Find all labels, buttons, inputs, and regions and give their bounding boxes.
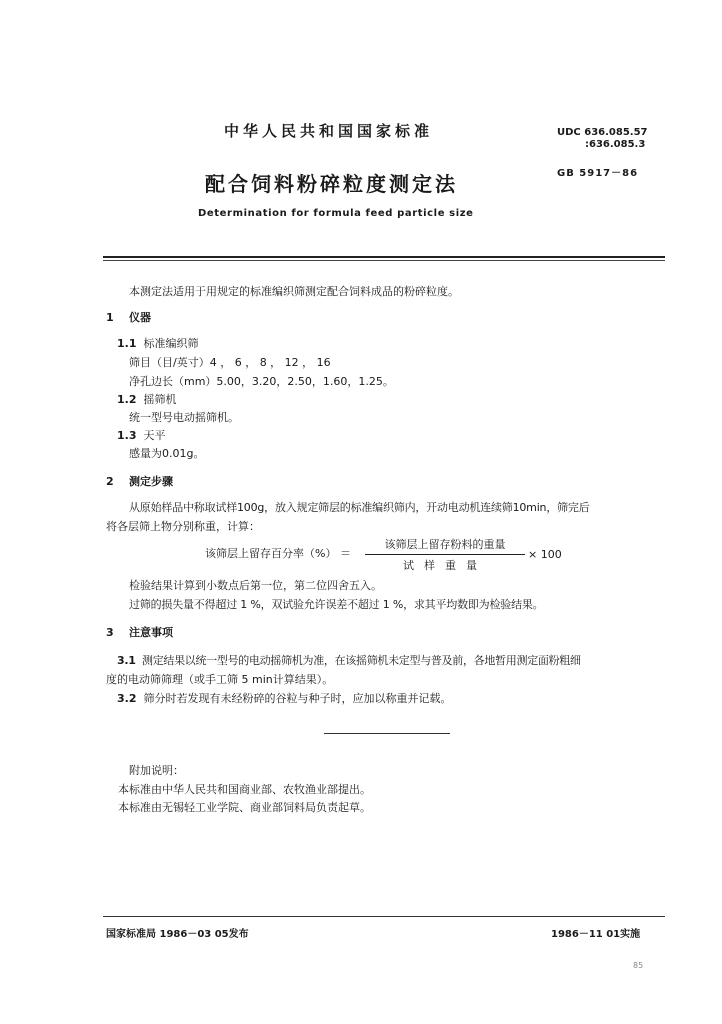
subsection-title: 标准编织筛 (143, 337, 199, 350)
procedure-paragraph-line-2: 将各层筛上物分别称重，计算： (106, 520, 260, 533)
section-title: 测定步骤 (128, 475, 173, 488)
subsection-number: 3.1 (117, 654, 136, 667)
standard-title: 中华人民共和国国家标准 (224, 122, 434, 140)
notes-line-2: 本标准由无锡轻工业学院、商业部饲料局负责起草。 (118, 801, 371, 814)
header-rule (103, 256, 665, 258)
page-number: 85 (633, 961, 644, 970)
note-text: 筛分时若发现有未经粉碎的谷粒与种子时，应加以称重并记载。 (143, 692, 452, 705)
subsection-number: 1.3 (117, 429, 137, 442)
header-rule-thin (103, 260, 665, 261)
note-3-1-line-1 (117, 652, 581, 668)
udc-number (557, 127, 648, 151)
udc-line-2: :636.085.3 (585, 139, 646, 150)
section-title: 仪器 (128, 311, 151, 324)
section-1-heading (106, 309, 151, 325)
section-1-2-heading (117, 391, 177, 407)
subsection-title: 天平 (143, 429, 166, 442)
gb-number: GB 5917－86 (557, 168, 639, 179)
effective-date: 1986－11 01实施 (551, 929, 641, 940)
note-3-1-line-2: 度的电动筛筛理（或手工筛 5 min计算结果）。 (106, 673, 334, 686)
sieve-mesh-line: 筛目（目/英寸）4 ， 6 ， 8 ， 12 ， 16 (129, 356, 331, 369)
section-number: 3 (106, 626, 114, 639)
section-2-heading (106, 473, 173, 489)
section-number: 2 (106, 475, 114, 488)
section-3-heading (106, 624, 173, 640)
subsection-number: 3.2 (117, 692, 137, 705)
udc-line-1: UDC 636.085.57 (557, 127, 648, 138)
footer-rule (103, 916, 665, 917)
notes-title: 附加说明： (129, 764, 184, 777)
formula-rhs: × 100 (528, 548, 562, 561)
formula-lhs: 该筛层上留存百分率（%） ＝ (205, 547, 351, 560)
formula-numerator: 该筛层上留存粉料的重量 (365, 536, 525, 555)
title-english: Determination for formula feed particle size (198, 208, 474, 219)
subsection-title: 摇筛机 (143, 393, 177, 406)
procedure-paragraph-line-1: 从原始样品中称取试样100g，放入规定筛层的标准编织筛内，开动电动机连续筛10min，筛完后 (129, 501, 590, 514)
section-1-3-heading (117, 427, 166, 443)
sieve-aperture-line: 净孔边长（mm）5.00，3.20，2.50，1.60，1.25。 (129, 375, 394, 388)
section-1-1-heading (117, 335, 199, 351)
notes-line-1: 本标准由中华人民共和国商业部、农牧渔业部提出。 (118, 783, 371, 796)
formula-denominator: 试样重量 (403, 559, 487, 572)
subsection-number: 1.1 (117, 337, 137, 350)
note-text: 测定结果以统一型号的电动摇筛机为准，在该摇筛机未定型与普及前，各地暂用测定面粉粗细 (142, 654, 581, 667)
formula-fraction (365, 536, 525, 573)
section-divider (324, 733, 450, 734)
section-title: 注意事项 (128, 626, 173, 639)
intro-text: 本测定法适用于用规定的标准编织筛测定配合饲料成品的粉碎粒度。 (129, 285, 459, 298)
issue-date: 国家标准局 1986－03 05发布 (106, 929, 249, 940)
rounding-text: 检验结果计算到小数点后第一位，第二位四舍五入。 (129, 579, 382, 592)
section-number: 1 (106, 311, 114, 324)
note-3-2 (117, 690, 452, 706)
title-chinese: 配合饲料粉碎粒度测定法 (205, 172, 458, 196)
shaker-text: 统一型号电动摇筛机。 (129, 411, 239, 424)
subsection-number: 1.2 (117, 393, 137, 406)
tolerance-text: 过筛的损失量不得超过 1 %，双试验允许误差不超过 1 %，求其平均数即为检验结果。 (129, 598, 544, 611)
balance-text: 感量为0.01g。 (129, 447, 205, 460)
